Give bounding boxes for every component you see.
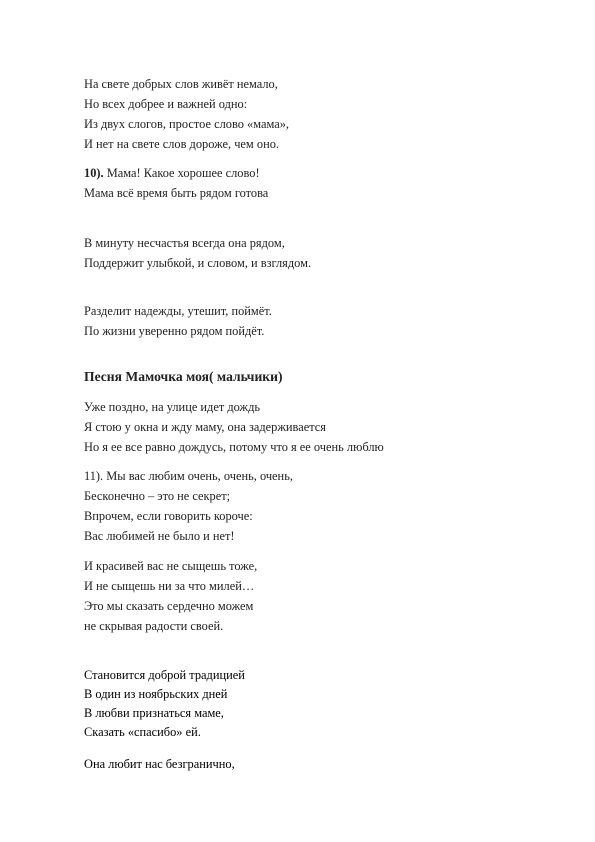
- song-line: Но я ее все равно дождусь, потому что я ее очень люблю: [84, 440, 384, 454]
- poem-line: Она любит нас безгранично,: [84, 757, 235, 771]
- poem-line-text: Мама! Какое хорошее слово!: [103, 166, 260, 180]
- poem-line: И не сыщешь ни за что милей…: [84, 579, 255, 593]
- poem-line: В минуту несчастья всегда она рядом,: [84, 236, 285, 250]
- poem-line: не скрывая радости своей.: [84, 619, 224, 633]
- verse-number: 10).: [84, 166, 104, 180]
- poem-line: На свете добрых слов живёт немало,: [84, 77, 278, 91]
- song-title: Песня Мамочка моя( мальчики): [84, 369, 283, 384]
- poem-line: Впрочем, если говорить короче:: [84, 509, 253, 523]
- poem-line: Вас любимей не было и нет!: [84, 529, 235, 543]
- poem-line: Но всех добрее и важней одно:: [84, 97, 248, 111]
- poem-line: Это мы сказать сердечно можем: [84, 599, 254, 613]
- poem-line: Из двух слогов, простое слово «мама»,: [84, 117, 290, 131]
- song-line: Уже поздно, на улице идет дождь: [84, 400, 261, 414]
- poem-line: В любви признаться маме,: [84, 706, 224, 720]
- poem-line: И нет на свете слов дороже, чем оно.: [84, 137, 279, 151]
- poem-line: По жизни уверенно рядом пойдёт.: [84, 324, 265, 338]
- poem-line: 11). Мы вас любим очень, очень, очень,: [84, 469, 293, 483]
- poem-line: Становится доброй традицией: [84, 668, 245, 682]
- poem-line: [84, 166, 260, 181]
- poem-line: Мама всё время быть рядом готова: [84, 186, 269, 200]
- poem-line: Бесконечно – это не секрет;: [84, 489, 231, 503]
- poem-line: В один из ноябрьских дней: [84, 687, 228, 701]
- poem-line: Разделит надежды, утешит, поймёт.: [84, 304, 272, 318]
- poem-line: Сказать «спасибо» ей.: [84, 725, 201, 739]
- poem-line: И красивей вас не сыщешь тоже,: [84, 559, 258, 573]
- song-line: Я стою у окна и жду маму, она задерживается: [84, 420, 326, 434]
- poem-line: Поддержит улыбкой, и словом, и взглядом.: [84, 256, 312, 270]
